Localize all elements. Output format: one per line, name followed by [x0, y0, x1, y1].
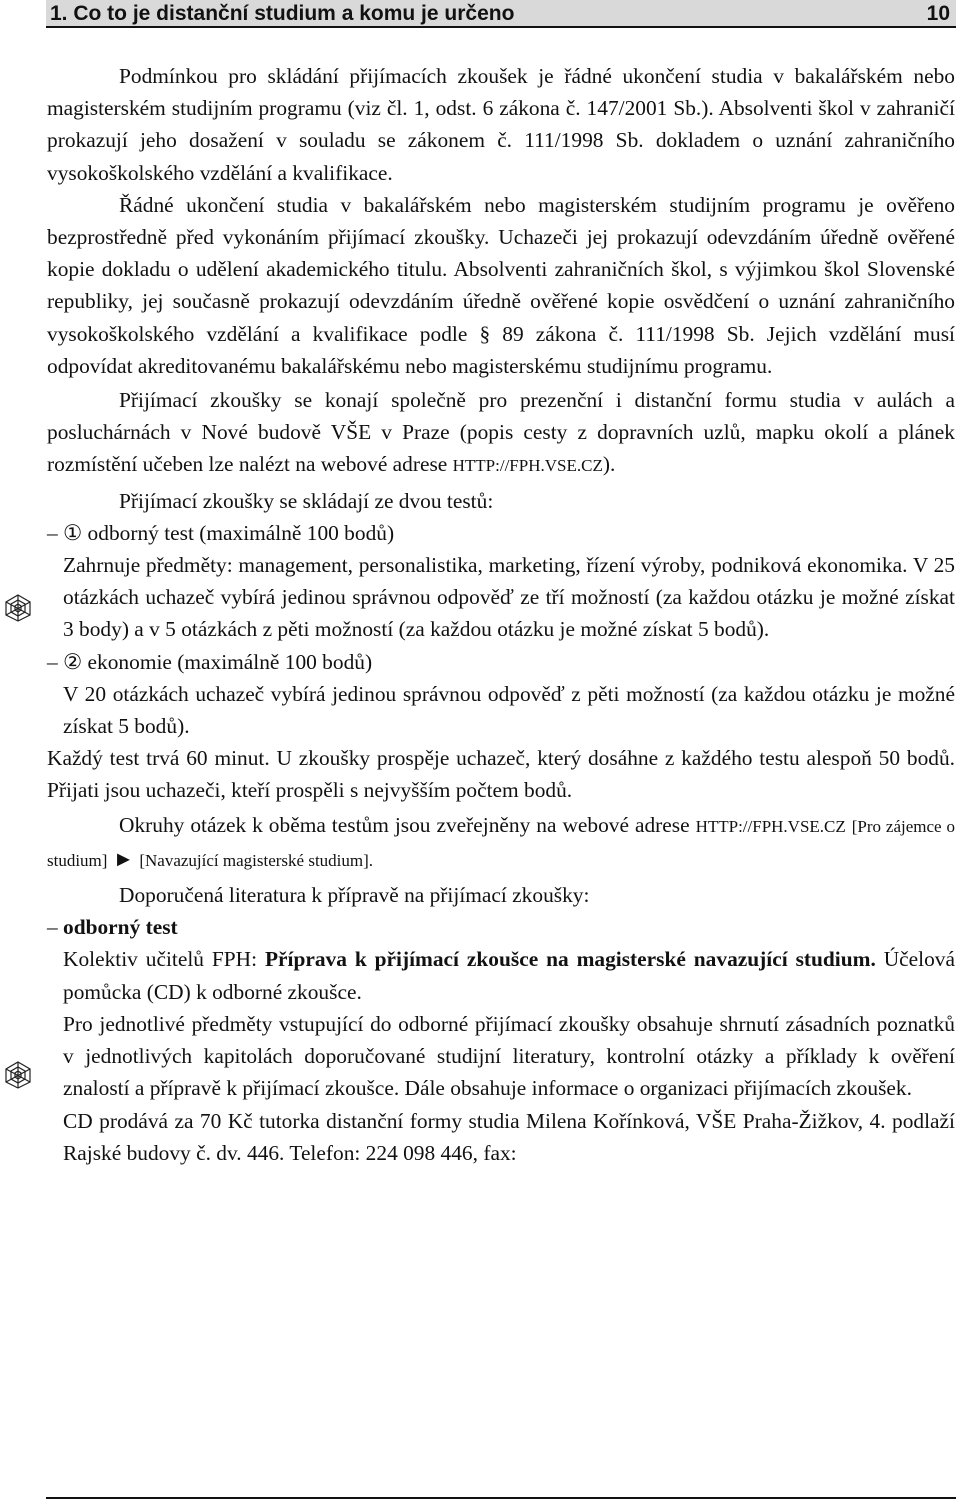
test-title: odborný test (maximálně 100 bodů): [87, 520, 395, 545]
web-link-icon: [3, 1060, 33, 1090]
circled-one-icon: ①: [63, 520, 83, 545]
circled-two-icon: ②: [63, 649, 83, 674]
book-authors: Kolektiv učitelů FPH:: [63, 947, 258, 972]
test-item-1: – ① odborný test (maximálně 100 bodů): [47, 520, 395, 545]
web-address-link[interactable]: HTTP://FPH.VSE.CZ: [452, 456, 603, 476]
footer-divider: [46, 1497, 956, 1499]
literature-heading-text: odborný test: [63, 915, 178, 940]
literature-sale-info: CD prodává za 70 Kč tutorka distanční formy studia Milena Kořínková, VŠE Praha-Žižkov, 4. podlaží Rajské budovy č. dv. 446. Telefon: 224 098 446, fax:: [63, 1108, 955, 1165]
body-text: [47, 60, 955, 1169]
literature-heading: – odborný test: [47, 915, 178, 940]
book-title: Příprava k přijímací zkoušce na magisterské navazující studium.: [264, 947, 876, 972]
paragraph-degree-verification: Řádné ukončení studia v bakalářském nebo magisterském studijním programu je ověřeno bezprostředně před vykonáním přijímací zkoušky. Uchazeči jej prokazují odevzdáním úředně ověřené kopie dokladu o udělení akademického titulu. Absolventi zahraničních škol, s výjimkou škol Slovenské republiky, jej současně prokazují odevzdáním úředně ověřené kopie osvědčení o uznání zahraničního vysokoškolského vzdělání a kvalifikace podle § 89 zákona č. 111/1998 Sb. Jejich vzdělání musí odpovídat akreditovanému bakalářskému nebo magisterskému studijnímu programu.: [47, 192, 955, 378]
chapter-title: 1. Co to je distanční studium a komu je určeno: [50, 2, 515, 25]
book-note: Účelová pomůcka (CD) k odborné zkoušce.: [63, 947, 955, 1004]
literature-entry: [47, 943, 955, 1007]
paragraph-literature: Doporučená literatura k přípravě na přijímací zkoušky:: [119, 883, 590, 908]
web-link-icon: [3, 593, 33, 623]
paragraph-topics: Okruhy otázek k oběma testům jsou zveřejněny na webové adrese HTTP://FPH.VSE.CZ [Pro zájemce o studium] ► [Navazující magisterské studium].: [47, 812, 955, 871]
web-address-link[interactable]: HTTP://FPH.VSE.CZ: [695, 816, 846, 836]
nav-path-item: [Navazující magisterské studium].: [139, 850, 374, 870]
paragraph-two-tests: Přijímací zkoušky se skládají ze dvou testů:: [119, 488, 494, 513]
arrow-right-icon: ►: [112, 846, 134, 871]
literature-description: Pro jednotlivé předměty vstupující do odborné přijímací zkoušky obsahuje shrnutí zásadních poznatků v jednotlivých kapitolách doporučované studijní literatury, kontrolní otázky a příklady k ověření znalostí a přípravě k přijímací zkoušce. Dále obsahuje informace o organizaci přijímacích zkoušek.: [63, 1011, 955, 1101]
paragraph-exam-location: Přijímací zkoušky se konají společně pro prezenční i distanční formu studia v aulách a posluchárnách v Nové budově VŠE v Praze (popis cesty z dopravních uzlů, mapku okolí a plánek rozmístění učeben lze nalézt na webové adrese HTTP://FPH.VSE.CZ).: [47, 388, 955, 477]
paragraph-admission-conditions: Podmínkou pro skládání přijímacích zkoušek je řádné ukončení studia v bakalářském nebo magisterském studijním programu (viz čl. 1, odst. 6 zákona č. 147/2001 Sb.). Absolventi škol v zahraničí prokazují jeho dosažení v souladu se zákonem č. 111/1998 Sb. dokladem o uznání zahraničního vysokoškolského vzdělání a kvalifikace.: [47, 64, 955, 185]
exam-location-text: Přijímací zkoušky se konají společně pro prezenční i distanční formu studia v aulách a posluchárnách v Nové budově VŠE v Praze (popis cesty z dopravních uzlů, mapku okolí a plánek rozmístění učeben lze nalézt na webové adrese: [47, 388, 955, 477]
test-title: ekonomie (maximálně 100 bodů): [87, 649, 373, 674]
running-header: [46, 0, 956, 28]
test-item-2: – ② ekonomie (maximálně 100 bodů): [47, 649, 373, 674]
test-description: V 20 otázkách uchazeč vybírá jedinou správnou odpověď z pěti možností (za každou otázku je možné získat 5 bodů).: [63, 681, 955, 739]
nav-path-item: [Pro zájemce o studium]: [47, 816, 955, 870]
paragraph-test-duration: Každý test trvá 60 minut. U zkoušky prospěje uchazeč, který dosáhne z každého testu alespoň 50 bodů. Přijati jsou uchazeči, kteří prospěli s nejvyšším počtem bodů.: [47, 746, 955, 803]
test-description: Zahrnuje předměty: management, personalistika, marketing, řízení výroby, podniková ekonomika. V 25 otázkách uchazeč vybírá jedinou správnou odpověď ze tří možností (za každou otázku je možné získat 3 body) a v 5 otázkách z pěti možností (za každou otázku je možné získat 5 bodů).: [63, 553, 955, 642]
page-number: 10: [926, 2, 950, 25]
